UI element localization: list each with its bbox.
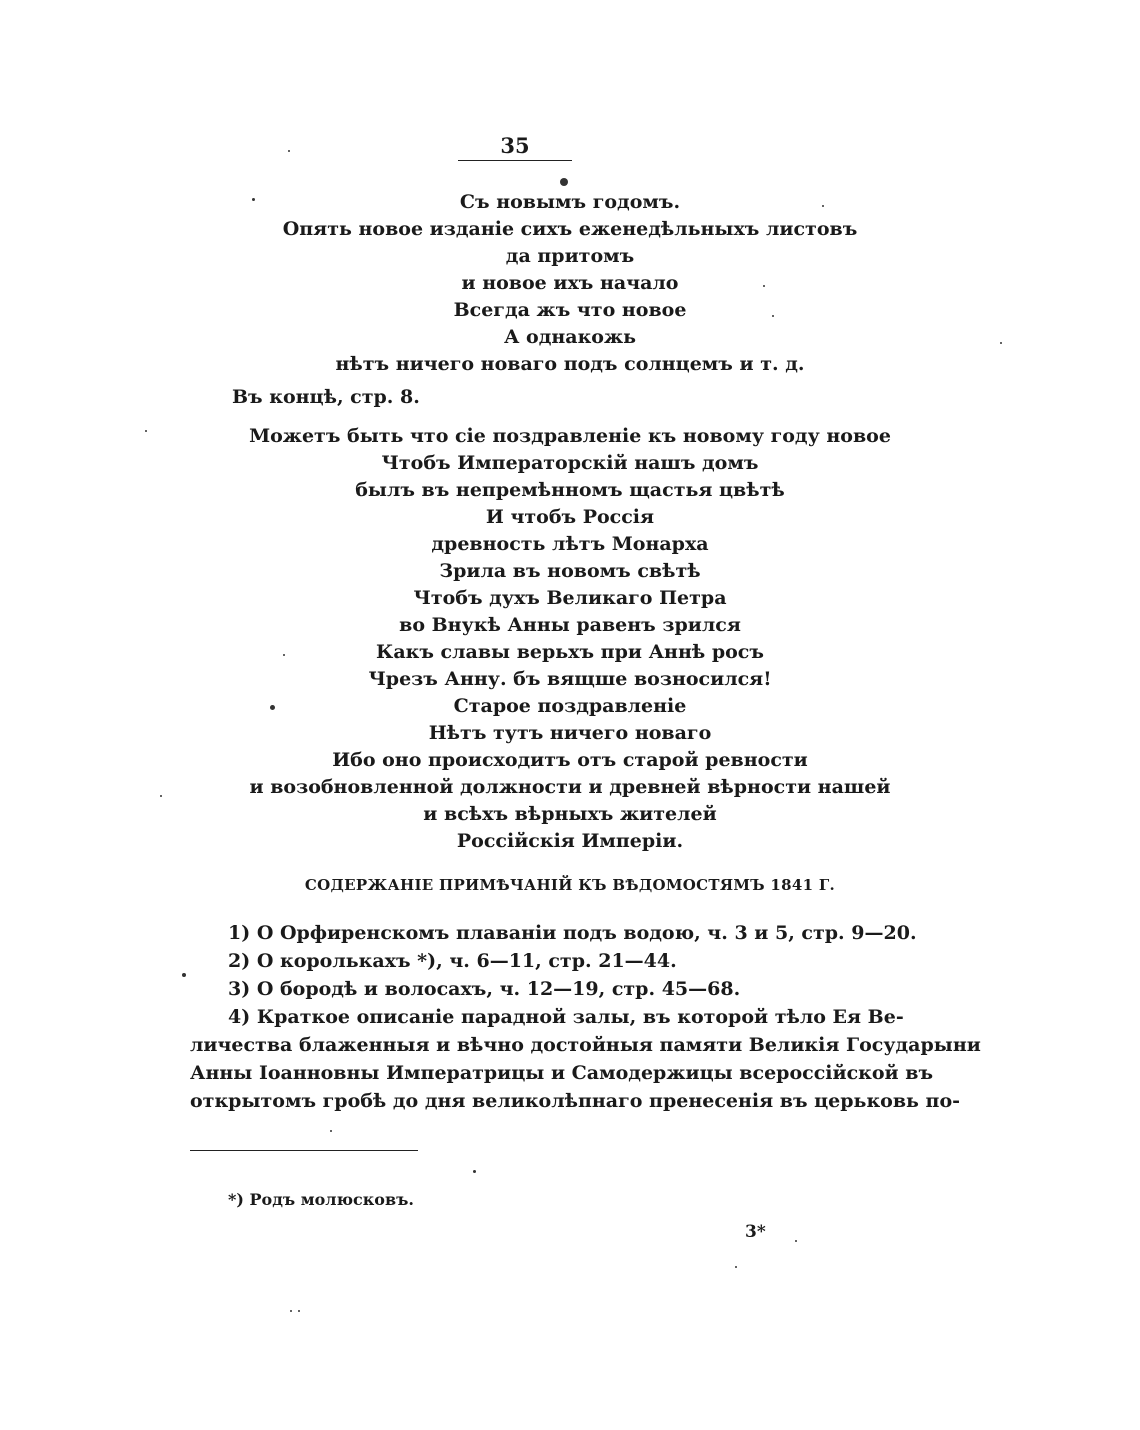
scan-speck bbox=[795, 1240, 797, 1242]
verse-line: Всегда жъ что новое bbox=[453, 299, 687, 321]
page-number-rule bbox=[458, 160, 572, 161]
verse-line: нѣтъ ничего новаго подъ солнцемъ и т. д. bbox=[335, 353, 805, 375]
verse-line: былъ въ непремѣнномъ щастья цвѣтѣ bbox=[355, 479, 785, 501]
verse-line: Чрезъ Анну. бъ вящше возносился! bbox=[368, 668, 772, 690]
verse-line: Съ новымъ годомъ. bbox=[459, 191, 681, 213]
subheading-end: Въ концѣ, стр. 8. bbox=[232, 386, 420, 408]
scan-speck bbox=[473, 1170, 476, 1173]
contents-list bbox=[190, 919, 981, 1115]
verse-line: Зрила въ новомъ свѣтѣ bbox=[439, 560, 701, 582]
footnote-rule bbox=[190, 1150, 418, 1151]
contents-item-line: открытомъ гробѣ до дня великолѣпнаго пренесенія въ церьковь по- bbox=[190, 1090, 961, 1112]
scan-speck bbox=[252, 198, 255, 201]
scan-speck bbox=[145, 430, 147, 432]
verse-line: А однакожь bbox=[503, 326, 637, 348]
contents-item: 3) О бородѣ и волосахъ, ч. 12—19, стр. 45—68. bbox=[228, 978, 741, 1000]
verse-line: Чтобъ духъ Великаго Петра bbox=[413, 587, 727, 609]
contents-title: СОДЕРЖАНІЕ ПРИМѢЧАНІЙ КЪ ВѢДОМОСТЯМЪ 1841 Г. bbox=[304, 876, 836, 894]
contents-item: 1) О Орфиренскомъ плаваніи подъ водою, ч. 3 и 5, стр. 9—20. bbox=[228, 922, 917, 944]
scan-speck bbox=[560, 178, 568, 186]
scan-speck bbox=[182, 973, 186, 977]
verse-line: и новое ихъ начало bbox=[461, 272, 679, 294]
scan-speck bbox=[763, 285, 765, 287]
scan-speck bbox=[298, 1310, 300, 1312]
scan-speck bbox=[735, 1266, 737, 1268]
verse-line: И чтобъ Россія bbox=[485, 506, 655, 528]
verse-new-year bbox=[160, 189, 980, 378]
verse-line: да притомъ bbox=[505, 245, 635, 267]
verse-line: Ибо оно происходитъ отъ старой ревности bbox=[332, 749, 808, 771]
contents-item: 2) О королькахъ *), ч. 6—11, стр. 21—44. bbox=[228, 950, 677, 972]
verse-line: Россійскія Имперіи. bbox=[456, 830, 684, 852]
verse-greeting bbox=[160, 423, 980, 855]
verse-line: Нѣтъ тутъ ничего новаго bbox=[428, 722, 712, 744]
contents-item-line: личества блаженныя и вѣчно достойныя памяти Великія Государыни bbox=[190, 1034, 981, 1056]
contents-item-line: 4) Краткое описаніе парадной залы, въ которой тѣло Ея Ве- bbox=[228, 1006, 904, 1028]
verse-line: и всѣхъ вѣрныхъ жителей bbox=[423, 803, 717, 825]
verse-line: во Внукѣ Анны равенъ зрился bbox=[399, 614, 741, 636]
scan-speck bbox=[822, 205, 824, 207]
scan-speck bbox=[772, 315, 774, 317]
scan-speck bbox=[270, 705, 275, 710]
scan-speck bbox=[330, 1130, 332, 1132]
verse-line: Опять новое изданіе сихъ еженедѣльныхъ листовъ bbox=[282, 218, 858, 240]
scan-speck bbox=[283, 654, 285, 656]
scan-speck bbox=[290, 1310, 292, 1312]
verse-line: и возобновленной должности и древней вѣрности нашей bbox=[249, 776, 891, 798]
footnote: *) Родъ молюсковъ. bbox=[228, 1190, 414, 1209]
verse-line: Старое поздравленіе bbox=[453, 695, 687, 717]
scan-speck bbox=[1000, 342, 1002, 344]
contents-item-line: Анны Іоанновны Императрицы и Самодержицы всероссійской въ bbox=[190, 1062, 934, 1084]
verse-line: Чтобъ Императорскій нашъ домъ bbox=[381, 452, 759, 474]
verse-line: Какъ славы верьхъ при Аннѣ росъ bbox=[376, 641, 764, 663]
verse-line: Можетъ быть что сіе поздравленіе къ новому году новое bbox=[249, 425, 891, 447]
scan-speck bbox=[288, 150, 290, 152]
scan-speck bbox=[160, 795, 162, 797]
page-number: 35 bbox=[500, 133, 530, 158]
verse-line: древность лѣтъ Монарха bbox=[431, 533, 709, 555]
signature-mark: 3* bbox=[745, 1222, 766, 1242]
